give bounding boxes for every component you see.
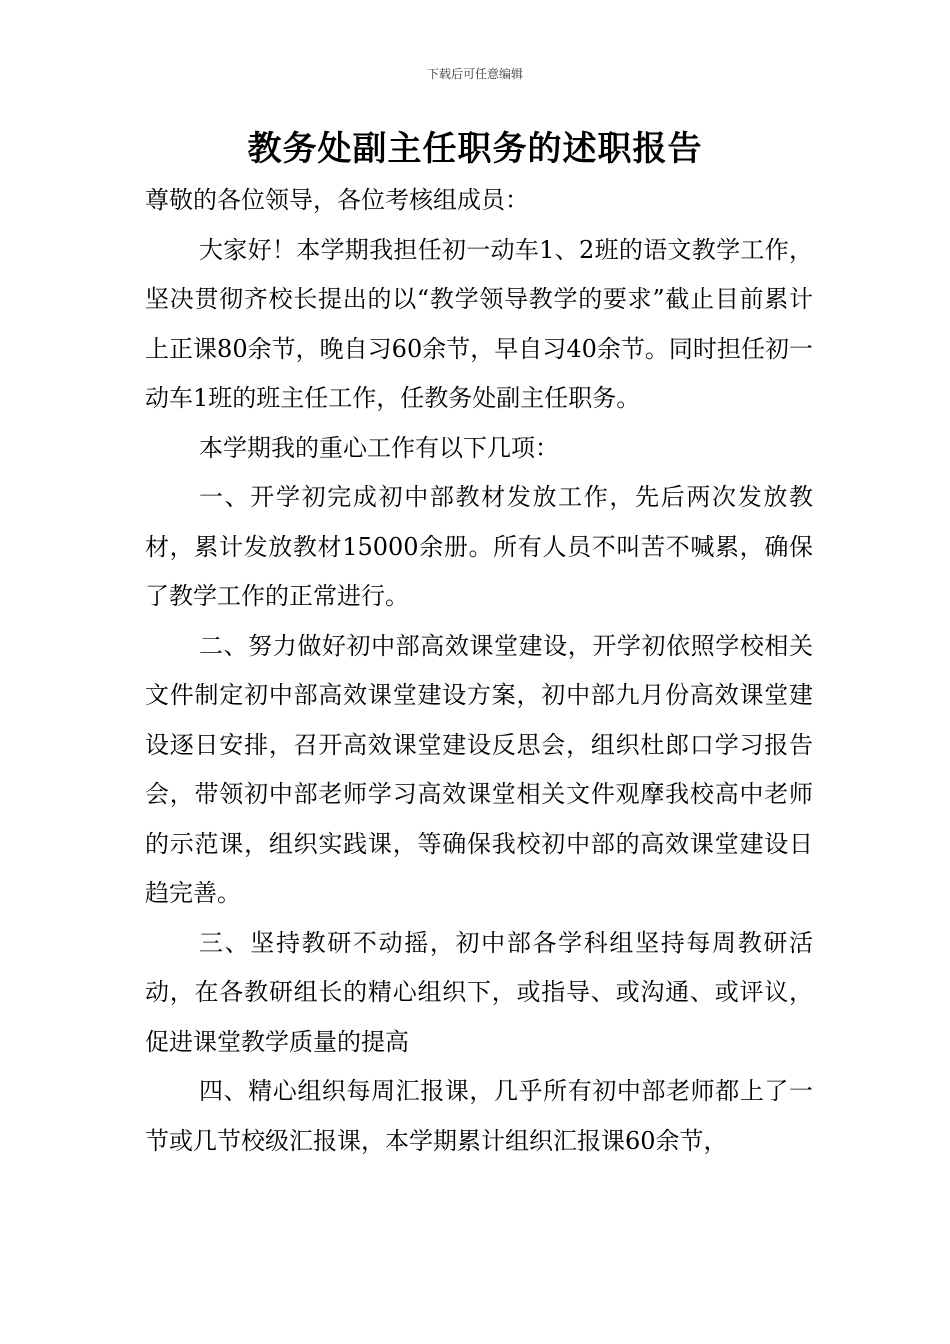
header-note: 下载后可任意编辑: [426, 67, 523, 81]
paragraph-item-3: 三、坚持教研不动摇，初中部各学科组坚持每周教研活动，在各教研组长的精心组织下，或指导、或沟通、或评议，促进课堂教学质量的提高: [145, 928, 813, 1056]
document-title: 教务处副主任职务的述职报告: [247, 129, 703, 169]
greeting-line: 尊敬的各位领导，各位考核组成员：: [145, 186, 529, 214]
paragraph-item-2: 二、努力做好初中部高效课堂建设，开学初依照学校相关文件制定初中部高效课堂建设方案，初中部九月份高效课堂建设逐日安排，召开高效课堂建设反思会，组织杜郎口学习报告会，带领初中部老师学习高效课堂相关文件观摩我校高中老师的示范课，组织实践课，等确保我校初中部的高效课堂建设日趋完善。: [145, 631, 813, 907]
paragraph-intro: 大家好！本学期我担任初一动车1、2班的语文教学工作，坚决贯彻齐校长提出的以“教学领导教学的要求”截止目前累计上正课80余节，晚自习60余节，早自习40余节。同时担任初一动车1班的班主任工作，任教务处副主任职务。: [145, 235, 813, 412]
document-body: [145, 176, 813, 1166]
paragraph-work-overview: 本学期我的重心工作有以下几项：: [199, 433, 559, 462]
paragraph-item-1: 一、开学初完成初中部教材发放工作，先后两次发放教材，累计发放教材15000余册。所有人员不叫苦不喊累，确保了教学工作的正常进行。: [145, 483, 813, 610]
paragraph-item-4: 四、精心组织每周汇报课，几乎所有初中部老师都上了一节或几节校级汇报课，本学期累计组织汇报课60余节，: [145, 1077, 813, 1155]
